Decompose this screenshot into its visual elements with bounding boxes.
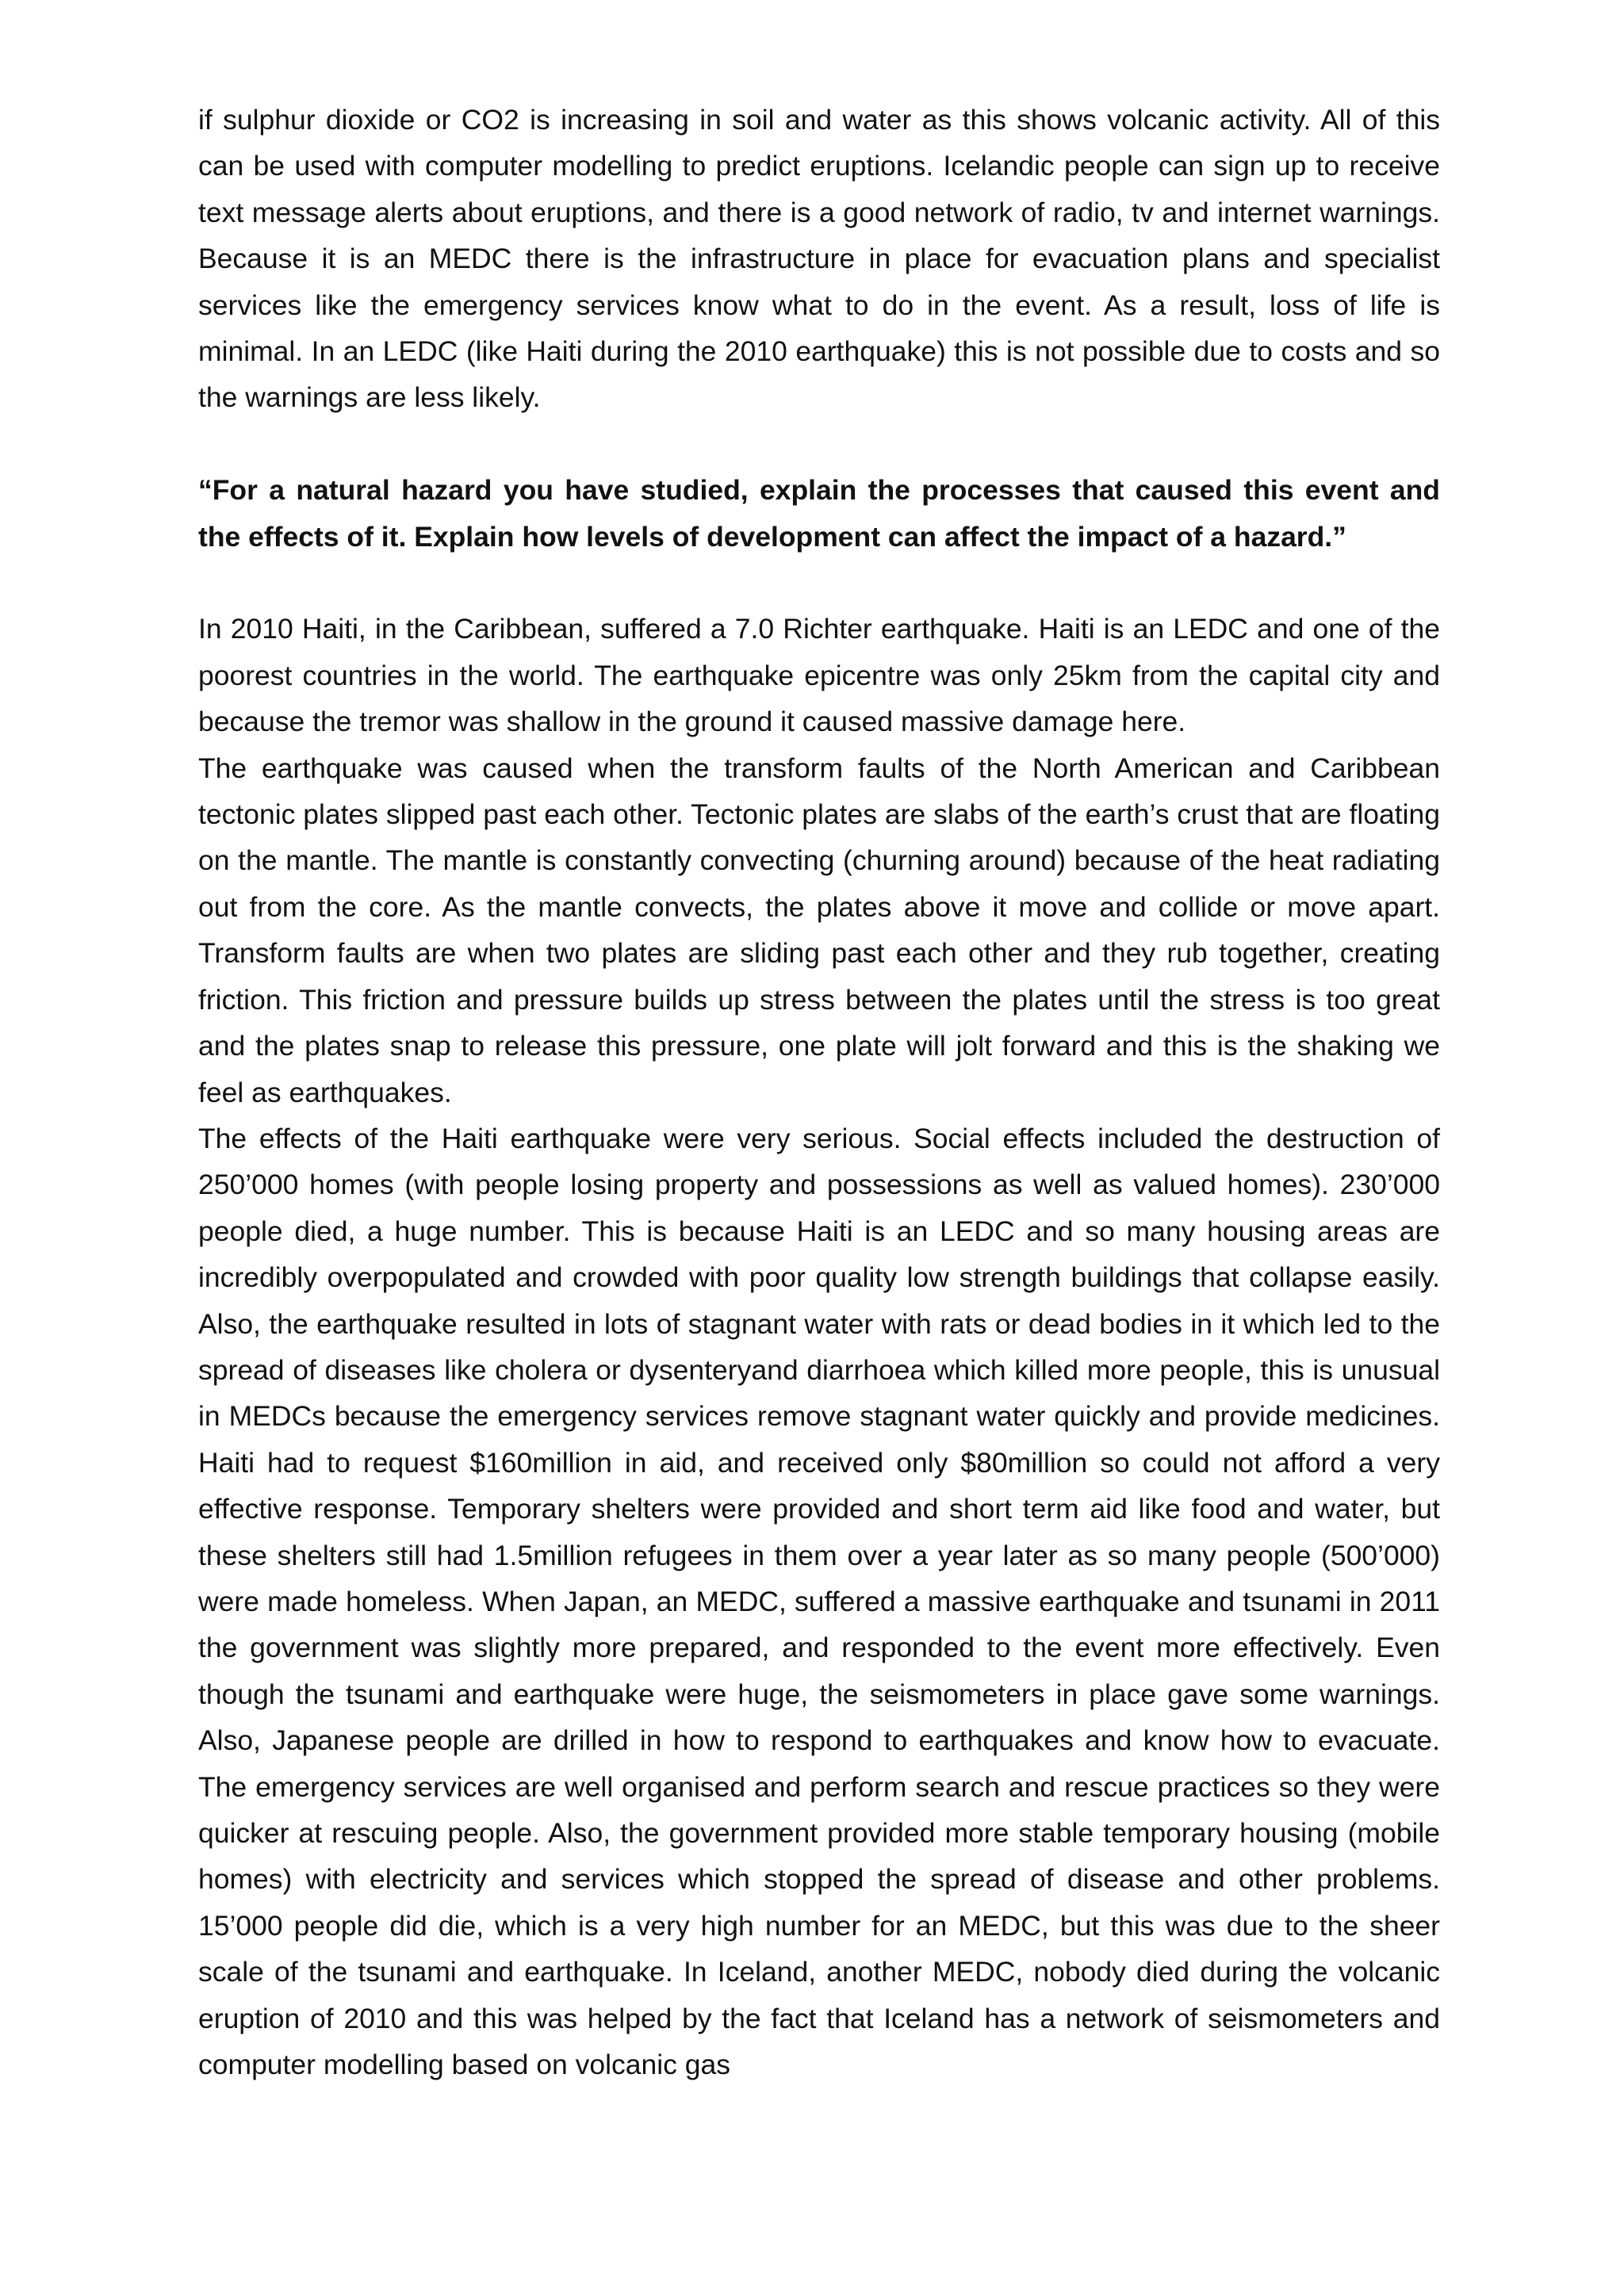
paragraph-haiti-intro: In 2010 Haiti, in the Caribbean, suffered a 7.0 Richter earthquake. Haiti is an LEDC and one of the poorest countries in the world. The earthquake epicentre was only 25km from the capital city and because the tremor was shallow in the ground it caused massive damage here. (198, 613, 1440, 738)
document-body (198, 97, 1440, 2087)
paragraph-causes: The earthquake was caused when the transform faults of the North American and Caribbean tectonic plates slipped past each other. Tectonic plates are slabs of the earth’s crust that are floating on the mantle. The mantle is constantly convecting (churning around) because of the heat radiating out from the core. As the mantle convects, the plates above it move and collide or move apart. Transform faults are when two plates are sliding past each other and they rub together, creating friction. This friction and pressure builds up stress between the plates until the stress is too great and the plates snap to release this pressure, one plate will jolt forward and this is the shaking we feel as earthquakes. (198, 752, 1440, 1108)
paragraph-continuation: if sulphur dioxide or CO2 is increasing in soil and water as this shows volcanic activity. All of this can be used with computer modelling to predict eruptions. Icelandic people can sign up to receive text message alerts about eruptions, and there is a good network of radio, tv and internet warnings. Because it is an MEDC there is the infrastructure in place for evacuation plans and specialist services like the emergency services know what to do in the event. As a result, loss of life is minimal. In an LEDC (like Haiti during the 2010 earthquake) this is not possible due to costs and so the warnings are less likely. (198, 104, 1440, 414)
paragraph-effects: The effects of the Haiti earthquake were very serious. Social effects included the destruction of 250’000 homes (with people losing property and possessions as well as valued homes). 230’000 people died, a huge number. This is because Haiti is an LEDC and so many housing areas are incredibly overpopulated and crowded with poor quality low strength buildings that collapse easily. Also, the earthquake resulted in lots of stagnant water with rats or dead bodies in it which led to the spread of diseases like cholera or dysenteryand diarrhoea which killed more people, this is unusual in MEDCs because the emergency services remove stagnant water quickly and provide medicines. Haiti had to request $160million in aid, and received only $80million so could not afford a very effective response. Temporary shelters were provided and short term aid like food and water, but these shelters still had 1.5million refugees in them over a year later as so many people (500’000) were made homeless. When Japan, an MEDC, suffered a massive earthquake and tsunami in 2011 the government was slightly more prepared, and responded to the event more effectively. Even though the tsunami and earthquake were huge, the seismometers in place gave some warnings. Also, Japanese people are drilled in how to respond to earthquakes and know how to evacuate. The emergency services are well organised and perform search and rescue practices so they were quicker at rescuing people. Also, the government provided more stable temporary housing (mobile homes) with electricity and services which stopped the spread of disease and other problems. 15’000 people did die, which is a very high number for an MEDC, but this was due to the sheer scale of the tsunami and earthquake. In Iceland, another MEDC, nobody died during the volcanic eruption of 2010 and this was helped by the fact that Iceland has a network of seismometers and computer modelling based on volcanic gas (198, 1122, 1440, 2081)
essay-question: “For a natural hazard you have studied, explain the processes that caused this event and the effects of it. Explain how levels of development can affect the impact of a hazard.” (198, 474, 1440, 553)
